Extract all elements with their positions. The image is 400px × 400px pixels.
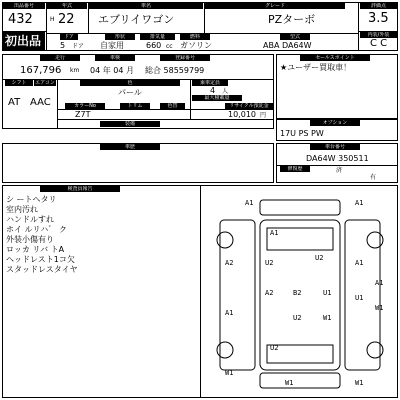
color-header: 色 bbox=[80, 80, 180, 86]
chassis-number: DA64W 350511 bbox=[306, 154, 369, 163]
color-no-value: Z7T bbox=[75, 110, 91, 119]
aircon-value: AAC bbox=[30, 97, 51, 108]
inspector-header: 検査員報告 bbox=[40, 186, 120, 192]
color-value: パール bbox=[118, 88, 142, 97]
damage-mark: B2 bbox=[293, 289, 302, 297]
note-line: ハンドルすれ bbox=[6, 215, 54, 224]
seller-points: ★ユーザー買取車！ bbox=[280, 63, 352, 72]
damage-mark: U2 bbox=[293, 314, 302, 322]
seller-points-header: セールスポイント bbox=[300, 55, 370, 61]
damage-mark: W1 bbox=[323, 314, 332, 322]
options-header: オプション bbox=[310, 120, 360, 126]
damage-mark: U2 bbox=[265, 259, 274, 267]
year-era: H bbox=[50, 16, 55, 23]
damage-mark: U1 bbox=[355, 294, 364, 302]
capacity-max-header: 最大積載量 bbox=[192, 95, 242, 101]
damage-mark: A1 bbox=[375, 279, 384, 287]
displacement-value: 660 bbox=[146, 41, 162, 50]
fuel-value: ガソリン bbox=[180, 41, 212, 50]
note-line: ホイ ルリハ゛ ク bbox=[6, 225, 67, 234]
wheel-icon bbox=[217, 342, 233, 358]
damage-mark: W1 bbox=[285, 379, 294, 387]
car-name-header: 車名 bbox=[89, 3, 203, 9]
year-header: 年式 bbox=[47, 3, 87, 9]
damage-mark: A1 bbox=[270, 229, 279, 237]
car-damage-diagram bbox=[205, 190, 395, 395]
capacity-header: 乗車定員 bbox=[192, 80, 228, 86]
damage-mark: W1 bbox=[225, 369, 234, 377]
displacement-header: 排気量 bbox=[140, 34, 175, 40]
mileage-header: 走行 bbox=[40, 55, 80, 61]
note-line: 外装小傷有り bbox=[6, 235, 54, 244]
note-line: シ ートヘタリ bbox=[6, 195, 57, 204]
color-no-header: カラーNo bbox=[65, 103, 105, 109]
capacity-unit: 人 bbox=[222, 88, 229, 95]
chassis-note: 済 bbox=[336, 167, 343, 174]
shaken-no-header: 登録番号 bbox=[160, 55, 210, 61]
shift-header: シフト bbox=[5, 80, 33, 86]
doors-unit: ドア bbox=[72, 43, 84, 50]
rear-bumper-outline bbox=[260, 373, 340, 388]
note-line: ヘッドレスト1コ欠 bbox=[6, 255, 75, 264]
model-header: 型式 bbox=[280, 34, 310, 40]
score-value: 3.5 bbox=[368, 11, 389, 26]
recycle-unit: 円 bbox=[260, 112, 267, 119]
repair-header: 修復歴 bbox=[280, 166, 310, 172]
damage-mark: A1 bbox=[225, 309, 234, 317]
damage-marks bbox=[225, 199, 383, 387]
mileage-value: 167,796 bbox=[20, 65, 62, 76]
recycle-fee-header: リサイクル預託金 bbox=[225, 103, 273, 109]
shift-value: AT bbox=[8, 97, 21, 108]
inspection-value: 04 年 04 月 bbox=[90, 66, 134, 75]
shape-header: 形状 bbox=[105, 34, 135, 40]
wheel-icon bbox=[217, 232, 233, 248]
recycle-code: 総合 58559799 bbox=[145, 66, 205, 75]
recycle-amount: 10,010 bbox=[228, 110, 256, 119]
damage-mark: A1 bbox=[355, 199, 364, 207]
int-ext-value: C C bbox=[370, 38, 388, 49]
doors-value: 5 bbox=[60, 41, 66, 50]
fuel-header: 燃料 bbox=[180, 34, 210, 40]
car-name: エブリイワゴン bbox=[98, 13, 175, 26]
first-listing: 初出品 bbox=[5, 34, 42, 48]
inspection-header: 車検 bbox=[95, 55, 135, 61]
wheel-icon bbox=[367, 232, 383, 248]
score-header: 評価点 bbox=[360, 3, 397, 9]
lot-header: 出品番号 bbox=[3, 3, 45, 9]
grade: PZターボ bbox=[268, 13, 316, 26]
chassis-header: 車台番号 bbox=[310, 144, 360, 150]
grade-header: グレード bbox=[205, 3, 345, 9]
note-line: 室内汚れ bbox=[6, 205, 38, 214]
color-change-header: 色替 bbox=[160, 103, 185, 109]
note-line: ロッカ リバ トA bbox=[6, 245, 65, 254]
left-side-outline bbox=[220, 220, 255, 370]
damage-mark: W1 bbox=[375, 304, 384, 312]
int-ext-header: 内装/外装 bbox=[360, 32, 397, 38]
options-codes: 17U PS PW bbox=[280, 129, 324, 138]
damage-mark: A1 bbox=[355, 259, 364, 267]
year-value: 22 bbox=[58, 12, 75, 27]
displacement-unit: cc bbox=[166, 43, 173, 50]
damage-mark: U1 bbox=[323, 289, 332, 297]
front-bumper-outline bbox=[260, 200, 340, 215]
wheel-icon bbox=[367, 342, 383, 358]
damage-mark: U2 bbox=[315, 254, 324, 262]
history-header: 車歴 bbox=[100, 144, 160, 150]
damage-mark: A2 bbox=[265, 289, 274, 297]
aircon-header: エアコン bbox=[35, 80, 55, 86]
capacity-value: 4 bbox=[210, 86, 216, 95]
inspector-mark: 有 bbox=[370, 174, 377, 181]
usage: 自家用 bbox=[100, 41, 124, 50]
mileage-unit: km bbox=[70, 67, 80, 74]
lot-number: 432 bbox=[8, 12, 33, 27]
damage-mark: U2 bbox=[270, 344, 279, 352]
note-line: スタッドレスタイヤ bbox=[6, 265, 78, 274]
model-code: ABA DA64W bbox=[263, 41, 312, 50]
doors-header: ドア bbox=[60, 34, 78, 40]
trim-no-header: トリム bbox=[120, 103, 150, 109]
equipment-header: 装備 bbox=[100, 121, 160, 127]
damage-mark: A1 bbox=[245, 199, 254, 207]
damage-mark: W1 bbox=[355, 379, 364, 387]
damage-mark: A2 bbox=[225, 259, 234, 267]
